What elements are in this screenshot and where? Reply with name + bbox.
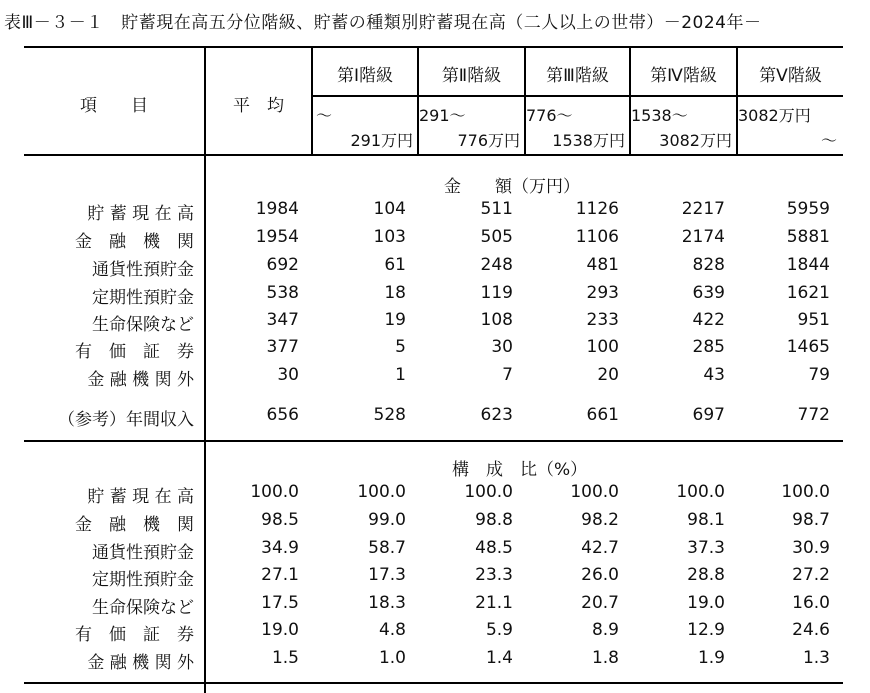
row-label: 通貨性預貯金	[92, 543, 194, 563]
cell-average: 98.5	[261, 510, 299, 530]
cell-class-4: 12.9	[687, 620, 725, 640]
cell-class-2: 7	[502, 365, 513, 385]
cell-class-1: 1.0	[378, 648, 406, 668]
cell-average: 19.0	[261, 620, 299, 640]
cell-class-4: 2174	[681, 227, 725, 247]
cell-class-2: 248	[480, 255, 513, 275]
header-class-5: 第Ⅴ階級	[759, 66, 822, 86]
cell-class-5: 30.9	[792, 538, 830, 558]
cell-class-4: 285	[692, 337, 725, 357]
cell-class-2: 505	[480, 227, 513, 247]
header-item-label: 項 目	[80, 96, 148, 116]
cell-average: 538	[266, 283, 299, 303]
class-3-range-top: 776～	[526, 106, 573, 125]
cell-class-1: 103	[373, 227, 406, 247]
class-2-range-bottom: 776万円	[457, 131, 520, 150]
cell-class-3: 1106	[575, 227, 619, 247]
class-1-range-bottom: 291万円	[350, 131, 413, 150]
cell-class-3: 661	[586, 405, 619, 425]
cell-class-1: 58.7	[368, 538, 406, 558]
cell-class-5: 27.2	[792, 565, 830, 585]
cell-class-5: 772	[797, 405, 830, 425]
cell-class-1: 100.0	[357, 482, 406, 502]
cell-class-5: 98.7	[792, 510, 830, 530]
row-label: 生命保険など	[92, 598, 194, 618]
class-5-range-top: 3082万円	[738, 106, 811, 125]
cell-class-3: 1126	[575, 199, 619, 219]
cell-class-2: 623	[480, 405, 513, 425]
class-1-range-top: ～	[316, 106, 333, 125]
table-top-rule	[24, 46, 843, 48]
cell-average: 34.9	[261, 538, 299, 558]
label-column-divider	[204, 46, 206, 693]
row-label: （参考）年間収入	[58, 410, 194, 430]
cell-class-3: 26.0	[581, 565, 619, 585]
cell-class-4: 697	[692, 405, 725, 425]
cell-average: 656	[266, 405, 299, 425]
cell-average: 100.0	[250, 482, 299, 502]
cell-class-1: 104	[373, 199, 406, 219]
header-class-rule	[311, 95, 843, 97]
cell-average: 377	[266, 337, 299, 357]
row-label: 金 融 機 関 外	[87, 370, 194, 390]
row-label: 貯 蓄 現 在 高	[87, 204, 194, 224]
header-class-3: 第Ⅲ階級	[546, 66, 609, 86]
row-label: 定期性預貯金	[92, 288, 194, 308]
cell-class-5: 16.0	[792, 593, 830, 613]
cell-class-4: 828	[692, 255, 725, 275]
cell-class-2: 100.0	[464, 482, 513, 502]
cell-class-5: 1844	[786, 255, 830, 275]
row-label: 生命保険など	[92, 315, 194, 335]
class-3-range-bottom: 1538万円	[552, 131, 625, 150]
cell-class-4: 639	[692, 283, 725, 303]
cell-class-4: 43	[703, 365, 725, 385]
cell-average: 692	[266, 255, 299, 275]
row-label: 通貨性預貯金	[92, 260, 194, 280]
row-label: 金 融 機 関 外	[87, 653, 194, 673]
cell-class-4: 100.0	[676, 482, 725, 502]
row-label: 金 融 機 関	[75, 232, 194, 252]
section-title-composition: 構 成 比（%）	[452, 460, 588, 480]
class-4-range-bottom: 3082万円	[659, 131, 732, 150]
cell-average: 30	[277, 365, 299, 385]
cell-average: 1.5	[271, 648, 299, 668]
cell-class-4: 1.9	[697, 648, 725, 668]
header-bottom-rule	[24, 154, 843, 156]
cell-class-3: 100.0	[570, 482, 619, 502]
cell-class-5: 24.6	[792, 620, 830, 640]
cell-class-4: 19.0	[687, 593, 725, 613]
cell-class-1: 5	[395, 337, 406, 357]
cell-class-1: 61	[384, 255, 406, 275]
section-divider-rule	[24, 440, 843, 442]
cell-class-5: 1621	[786, 283, 830, 303]
table-title: 表Ⅲ－３－１ 貯蓄現在高五分位階級、貯蓄の種類別貯蓄現在高（二人以上の世帯）－2024年－	[4, 13, 762, 33]
cell-class-2: 1.4	[485, 648, 513, 668]
cell-class-5: 1.3	[802, 648, 830, 668]
cell-class-5: 951	[797, 310, 830, 330]
cell-class-1: 99.0	[368, 510, 406, 530]
cell-class-4: 422	[692, 310, 725, 330]
cell-class-1: 18.3	[368, 593, 406, 613]
cell-class-5: 5959	[786, 199, 830, 219]
cell-class-3: 1.8	[591, 648, 619, 668]
cell-class-1: 18	[384, 283, 406, 303]
cell-average: 1984	[255, 199, 299, 219]
section-title-amount: 金 額（万円）	[444, 177, 580, 197]
cell-class-5: 100.0	[781, 482, 830, 502]
cell-class-3: 293	[586, 283, 619, 303]
cell-average: 17.5	[261, 593, 299, 613]
cell-class-3: 42.7	[581, 538, 619, 558]
cell-class-3: 98.2	[581, 510, 619, 530]
cell-class-3: 20.7	[581, 593, 619, 613]
cell-class-2: 23.3	[475, 565, 513, 585]
cell-class-1: 4.8	[378, 620, 406, 640]
cell-class-1: 17.3	[368, 565, 406, 585]
row-label: 有 価 証 券	[75, 625, 194, 645]
cell-class-3: 233	[586, 310, 619, 330]
row-label: 定期性預貯金	[92, 570, 194, 590]
cell-class-4: 98.1	[687, 510, 725, 530]
cell-class-5: 1465	[786, 337, 830, 357]
table-bottom-rule	[24, 682, 843, 684]
cell-class-3: 8.9	[591, 620, 619, 640]
header-class-1: 第Ⅰ階級	[336, 66, 393, 86]
class-4-range-top: 1538～	[631, 106, 688, 125]
cell-class-4: 28.8	[687, 565, 725, 585]
cell-class-3: 481	[586, 255, 619, 275]
cell-class-2: 108	[480, 310, 513, 330]
cell-class-2: 30	[491, 337, 513, 357]
cell-class-4: 37.3	[687, 538, 725, 558]
header-class-2: 第Ⅱ階級	[441, 66, 502, 86]
cell-average: 27.1	[261, 565, 299, 585]
cell-class-2: 98.8	[475, 510, 513, 530]
cell-class-2: 119	[480, 283, 513, 303]
cell-class-5: 5881	[786, 227, 830, 247]
cell-class-2: 48.5	[475, 538, 513, 558]
cell-class-2: 5.9	[485, 620, 513, 640]
cell-class-5: 79	[808, 365, 830, 385]
cell-class-2: 21.1	[475, 593, 513, 613]
row-label: 貯 蓄 現 在 高	[87, 487, 194, 507]
cell-class-1: 528	[373, 405, 406, 425]
class-2-range-top: 291～	[419, 106, 466, 125]
cell-average: 347	[266, 310, 299, 330]
header-average-label: 平 均	[233, 96, 284, 116]
cell-class-1: 1	[395, 365, 406, 385]
cell-class-2: 511	[480, 199, 513, 219]
cell-class-4: 2217	[681, 199, 725, 219]
row-label: 金 融 機 関	[75, 515, 194, 535]
row-label: 有 価 証 券	[75, 342, 194, 362]
cell-class-1: 19	[384, 310, 406, 330]
cell-class-3: 20	[597, 365, 619, 385]
class-5-range-bottom: ～	[820, 131, 837, 150]
header-class-4: 第Ⅳ階級	[650, 66, 717, 86]
cell-average: 1954	[255, 227, 299, 247]
cell-class-3: 100	[586, 337, 619, 357]
